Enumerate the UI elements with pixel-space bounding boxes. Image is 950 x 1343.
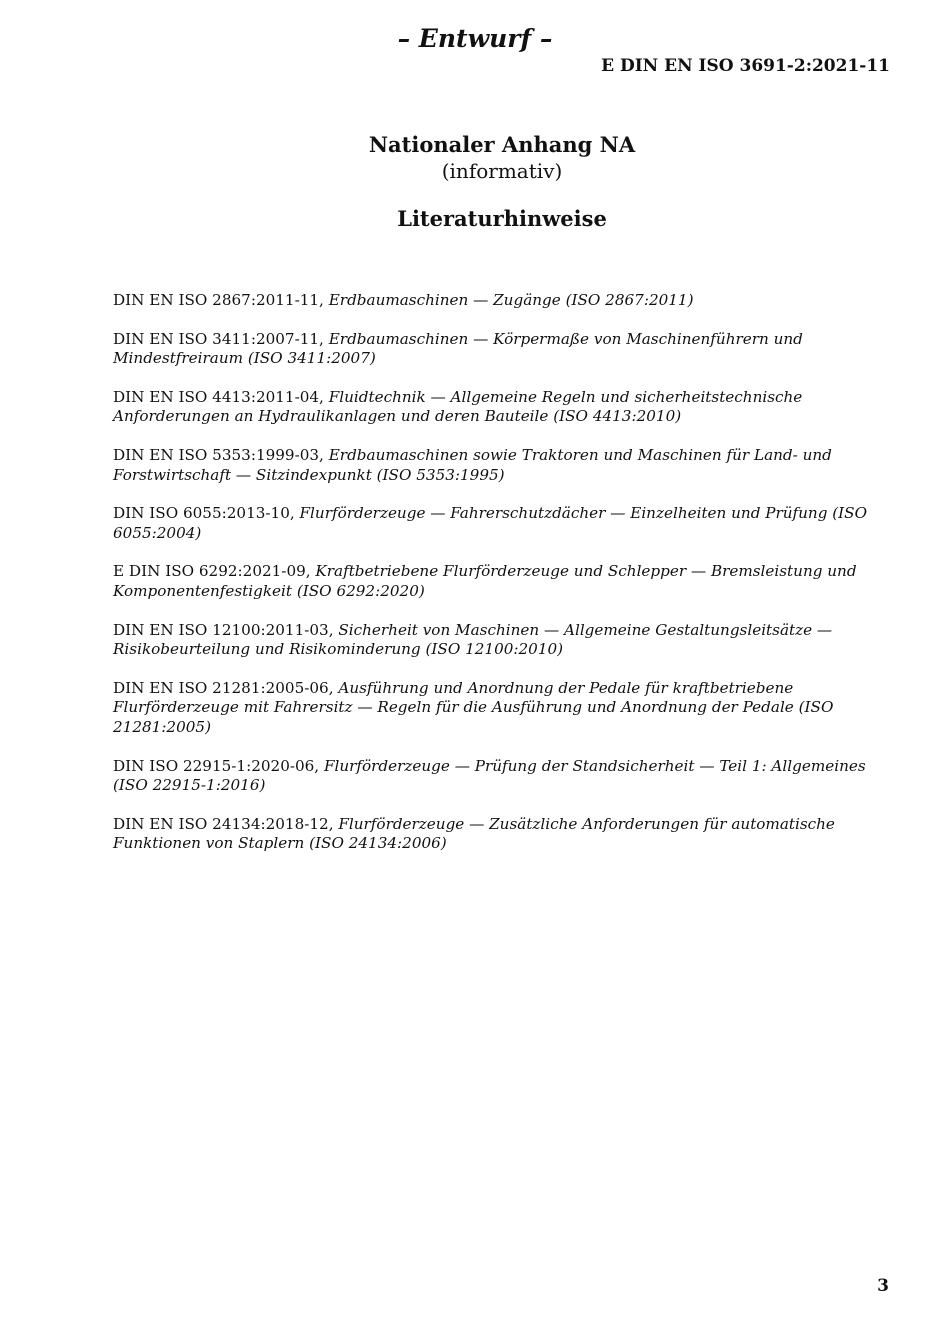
reference-title: Flurförderzeuge — Fahrerschutzdächer — Einzelheiten und Prüfung (ISO 6055:2004) <box>113 504 868 542</box>
reference-title: Ausführung und Anordnung der Pedale für kraftbetriebene Flurförderzeuge mit Fahrersitz — Regeln für die Ausführung und Anordnung der Pedale (ISO 21281:2005) <box>113 678 834 736</box>
reference-item <box>113 815 903 854</box>
reference-item <box>113 679 903 738</box>
reference-item <box>113 291 903 311</box>
reference-title: Erdbaumaschinen — Zugänge (ISO 2867:2011) <box>328 291 694 309</box>
reference-designation: DIN EN ISO 21281:2005-06, <box>113 678 339 697</box>
reference-title: Flurförderzeuge — Prüfung der Standsicherheit — Teil 1: Allgemeines (ISO 22915-1:2016) <box>113 756 866 794</box>
reference-designation: DIN EN ISO 4413:2011-04, <box>113 387 329 406</box>
reference-item <box>113 330 903 369</box>
reference-item <box>113 504 903 543</box>
annex-subtitle: (informativ) <box>441 159 563 183</box>
reference-item <box>113 446 903 485</box>
reference-designation: DIN EN ISO 3411:2007-11, <box>113 329 329 348</box>
reference-list <box>113 291 903 873</box>
reference-designation: DIN EN ISO 5353:1999-03, <box>113 446 329 465</box>
draft-mark: – Entwurf – <box>397 24 553 53</box>
reference-designation: E DIN ISO 6292:2021-09, <box>113 562 316 581</box>
reference-title: Erdbaumaschinen sowie Traktoren und Maschinen für Land- und Forstwirtschaft — Sitzindexpunkt (ISO 5353:1995) <box>113 446 832 484</box>
reference-designation: DIN ISO 6055:2013-10, <box>113 504 300 523</box>
reference-title: Fluidtechnik — Allgemeine Regeln und sicherheitstechnische Anforderungen an Hydraulikanlagen und deren Bauteile (ISO 4413:2010) <box>113 387 803 426</box>
page-number: 3 <box>877 1276 889 1296</box>
section-title: Literaturhinweise <box>397 206 607 231</box>
reference-title: Flurförderzeuge — Zusätzliche Anforderungen für automatische Funktionen von Staplern (ISO 24134:2006) <box>113 814 835 853</box>
reference-item <box>113 562 903 601</box>
reference-item <box>113 388 903 427</box>
annex-title: Nationaler Anhang NA <box>368 132 636 157</box>
reference-designation: DIN EN ISO 12100:2011-03, <box>113 620 339 639</box>
reference-designation: DIN ISO 22915-1:2020-06, <box>113 756 324 775</box>
reference-item <box>113 621 903 660</box>
annex-heading <box>0 131 950 183</box>
reference-title: Kraftbetriebene Flurförderzeuge und Schlepper — Bremsleistung und Komponentenfestigkeit (ISO 6292:2020) <box>113 562 857 600</box>
reference-designation: DIN EN ISO 2867:2011-11, <box>113 291 329 309</box>
document-id: E DIN EN ISO 3691-2:2021-11 <box>601 56 890 76</box>
reference-title: Erdbaumaschinen — Körpermaße von Maschinenführern und Mindestfreiraum (ISO 3411:2007) <box>113 329 803 368</box>
reference-designation: DIN EN ISO 24134:2018-12, <box>113 814 339 833</box>
reference-title: Sicherheit von Maschinen — Allgemeine Gestaltungsleitsätze — Risikobeurteilung und Risikominderung (ISO 12100:2010) <box>113 620 833 659</box>
reference-item <box>113 757 903 796</box>
